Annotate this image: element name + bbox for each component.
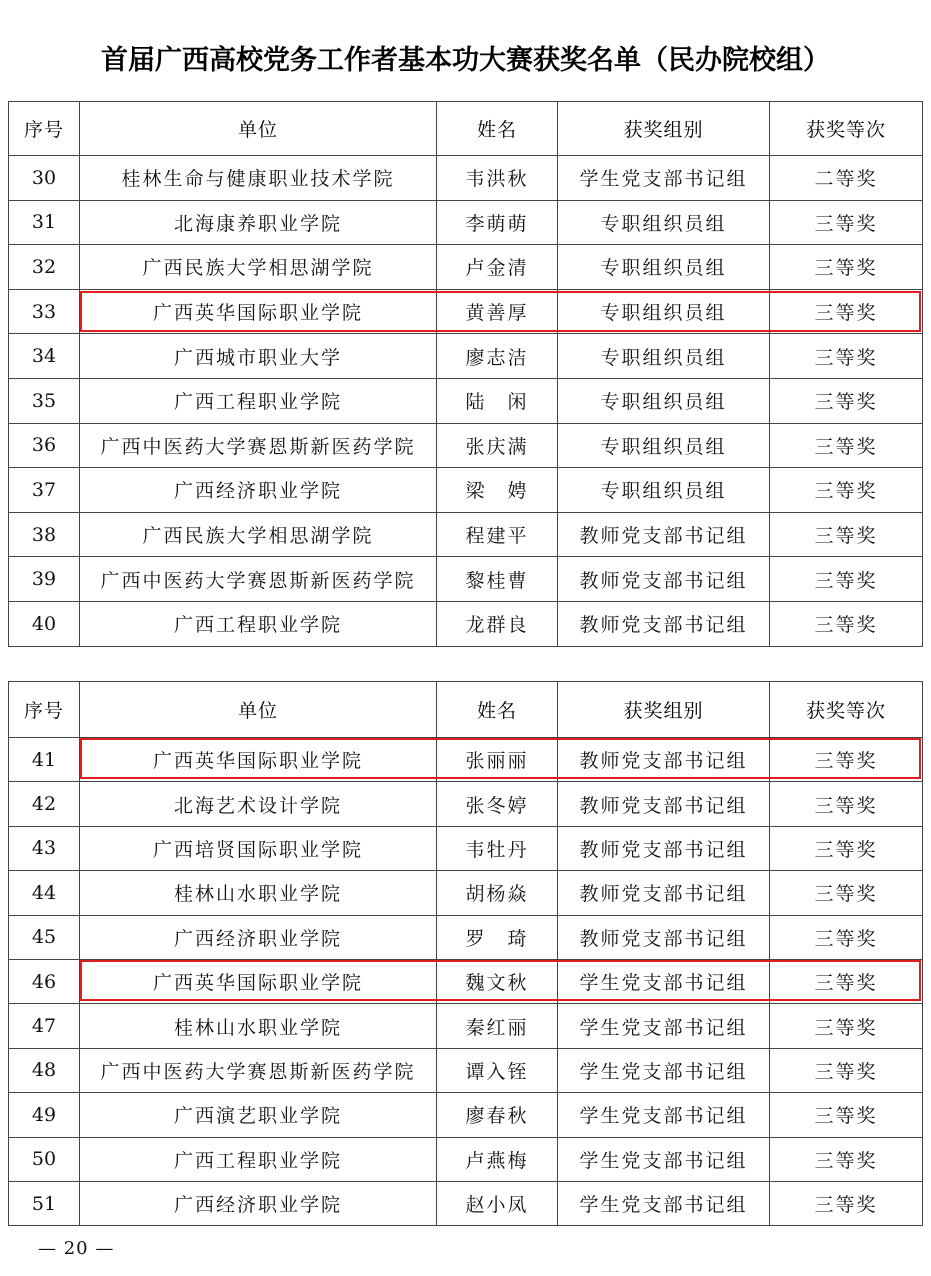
cell-unit: 广西工程职业学院: [80, 1137, 437, 1181]
cell-unit: 桂林山水职业学院: [80, 871, 437, 915]
cell-unit: 广西培贤国际职业学院: [80, 826, 437, 870]
cell-award-level: 三等奖: [770, 738, 923, 782]
cell-name: 谭入铚: [437, 1048, 558, 1092]
cell-award-group: 教师党支部书记组: [558, 557, 770, 602]
cell-award-level: 三等奖: [770, 782, 923, 826]
cell-name: 陆 闲: [437, 378, 558, 423]
table-row: [9, 738, 923, 782]
table-row: [9, 557, 923, 602]
cell-name: 张冬婷: [437, 782, 558, 826]
cell-name: 卢金清: [437, 245, 558, 290]
cell-unit: 桂林生命与健康职业技术学院: [80, 156, 437, 201]
cell-serial: 48: [9, 1048, 80, 1092]
cell-unit: 北海艺术设计学院: [80, 782, 437, 826]
cell-award-group: 专职组织员组: [558, 334, 770, 379]
cell-name: 程建平: [437, 512, 558, 557]
cell-serial: 34: [9, 334, 80, 379]
cell-award-level: 三等奖: [770, 557, 923, 602]
cell-award-level: 三等奖: [770, 1181, 923, 1225]
cell-award-level: 三等奖: [770, 959, 923, 1003]
cell-name: 魏文秋: [437, 959, 558, 1003]
cell-name: 张丽丽: [437, 738, 558, 782]
cell-unit: 广西工程职业学院: [80, 601, 437, 646]
table-row: [9, 378, 923, 423]
cell-unit: 广西经济职业学院: [80, 468, 437, 513]
cell-serial: 39: [9, 557, 80, 602]
cell-serial: 30: [9, 156, 80, 201]
table-row: [9, 468, 923, 513]
cell-serial: 49: [9, 1093, 80, 1137]
cell-name: 胡杨焱: [437, 871, 558, 915]
cell-unit: 广西英华国际职业学院: [80, 959, 437, 1003]
cell-award-group: 学生党支部书记组: [558, 1048, 770, 1092]
table-header-row: [9, 682, 923, 738]
cell-serial: 42: [9, 782, 80, 826]
cell-award-group: 教师党支部书记组: [558, 826, 770, 870]
cell-award-level: 三等奖: [770, 423, 923, 468]
cell-award-group: 学生党支部书记组: [558, 1181, 770, 1225]
cell-serial: 41: [9, 738, 80, 782]
cell-name: 卢燕梅: [437, 1137, 558, 1181]
table-row: [9, 512, 923, 557]
table-row: [9, 423, 923, 468]
cell-award-level: 三等奖: [770, 200, 923, 245]
table-row: [9, 1181, 923, 1225]
cell-award-group: 学生党支部书记组: [558, 1004, 770, 1048]
cell-name: 龙群良: [437, 601, 558, 646]
cell-name: 罗 琦: [437, 915, 558, 959]
cell-serial: 47: [9, 1004, 80, 1048]
cell-serial: 50: [9, 1137, 80, 1181]
header-serial: 序号: [9, 682, 80, 738]
cell-award-group: 教师党支部书记组: [558, 601, 770, 646]
header-award-group: 获奖组别: [558, 102, 770, 156]
cell-award-group: 学生党支部书记组: [558, 156, 770, 201]
cell-award-group: 学生党支部书记组: [558, 1137, 770, 1181]
table-row: [9, 1093, 923, 1137]
table-row: [9, 200, 923, 245]
cell-award-level: 二等奖: [770, 156, 923, 201]
cell-serial: 43: [9, 826, 80, 870]
header-unit: 单位: [80, 102, 437, 156]
cell-unit: 桂林山水职业学院: [80, 1004, 437, 1048]
header-award-group: 获奖组别: [558, 682, 770, 738]
cell-award-level: 三等奖: [770, 871, 923, 915]
cell-serial: 40: [9, 601, 80, 646]
cell-name: 黎桂曹: [437, 557, 558, 602]
header-award-level: 获奖等次: [770, 682, 923, 738]
cell-award-group: 专职组织员组: [558, 289, 770, 334]
cell-award-group: 教师党支部书记组: [558, 738, 770, 782]
cell-award-level: 三等奖: [770, 245, 923, 290]
cell-serial: 32: [9, 245, 80, 290]
cell-name: 秦红丽: [437, 1004, 558, 1048]
table-row: [9, 601, 923, 646]
cell-serial: 33: [9, 289, 80, 334]
award-table-1: [8, 101, 923, 647]
header-unit: 单位: [80, 682, 437, 738]
cell-award-group: 专职组织员组: [558, 378, 770, 423]
cell-name: 张庆满: [437, 423, 558, 468]
cell-unit: 广西民族大学相思湖学院: [80, 512, 437, 557]
cell-award-level: 三等奖: [770, 601, 923, 646]
table-row: [9, 826, 923, 870]
cell-serial: 37: [9, 468, 80, 513]
cell-award-group: 专职组织员组: [558, 245, 770, 290]
table-row: [9, 245, 923, 290]
cell-unit: 广西英华国际职业学院: [80, 738, 437, 782]
cell-unit: 广西演艺职业学院: [80, 1093, 437, 1137]
cell-name: 廖春秋: [437, 1093, 558, 1137]
award-table-2: [8, 681, 923, 1226]
cell-serial: 36: [9, 423, 80, 468]
cell-award-group: 专职组织员组: [558, 468, 770, 513]
cell-unit: 广西工程职业学院: [80, 378, 437, 423]
header-name: 姓名: [437, 102, 558, 156]
cell-unit: 广西英华国际职业学院: [80, 289, 437, 334]
cell-award-group: 教师党支部书记组: [558, 782, 770, 826]
cell-name: 李萌萌: [437, 200, 558, 245]
cell-unit: 广西经济职业学院: [80, 915, 437, 959]
cell-award-level: 三等奖: [770, 378, 923, 423]
cell-award-level: 三等奖: [770, 1137, 923, 1181]
table-row: [9, 289, 923, 334]
cell-award-level: 三等奖: [770, 826, 923, 870]
cell-award-level: 三等奖: [770, 1048, 923, 1092]
table-row: [9, 156, 923, 201]
table-row: [9, 782, 923, 826]
cell-unit: 广西中医药大学赛恩斯新医药学院: [80, 557, 437, 602]
cell-serial: 51: [9, 1181, 80, 1225]
cell-award-level: 三等奖: [770, 334, 923, 379]
table-row: [9, 1004, 923, 1048]
cell-award-level: 三等奖: [770, 1004, 923, 1048]
cell-name: 廖志洁: [437, 334, 558, 379]
page-number: — 20 —: [38, 1238, 115, 1259]
cell-award-group: 教师党支部书记组: [558, 512, 770, 557]
cell-award-group: 学生党支部书记组: [558, 959, 770, 1003]
cell-name: 韦洪秋: [437, 156, 558, 201]
cell-serial: 44: [9, 871, 80, 915]
table-row: [9, 334, 923, 379]
page-title: 首届广西高校党务工作者基本功大赛获奖名单（民办院校组）: [101, 45, 830, 76]
cell-award-group: 专职组织员组: [558, 200, 770, 245]
cell-name: 梁 娉: [437, 468, 558, 513]
table-row: [9, 1048, 923, 1092]
table-row: [9, 1137, 923, 1181]
table-row: [9, 871, 923, 915]
cell-serial: 45: [9, 915, 80, 959]
cell-unit: 北海康养职业学院: [80, 200, 437, 245]
header-serial: 序号: [9, 102, 80, 156]
cell-award-group: 教师党支部书记组: [558, 915, 770, 959]
cell-name: 赵小凤: [437, 1181, 558, 1225]
cell-award-level: 三等奖: [770, 915, 923, 959]
header-award-level: 获奖等次: [770, 102, 923, 156]
cell-unit: 广西中医药大学赛恩斯新医药学院: [80, 1048, 437, 1092]
table-row: [9, 959, 923, 1003]
cell-award-group: 学生党支部书记组: [558, 1093, 770, 1137]
cell-name: 韦牡丹: [437, 826, 558, 870]
cell-award-level: 三等奖: [770, 289, 923, 334]
cell-award-group: 专职组织员组: [558, 423, 770, 468]
cell-unit: 广西民族大学相思湖学院: [80, 245, 437, 290]
cell-serial: 38: [9, 512, 80, 557]
cell-serial: 31: [9, 200, 80, 245]
table-row: [9, 915, 923, 959]
cell-award-group: 教师党支部书记组: [558, 871, 770, 915]
cell-award-level: 三等奖: [770, 1093, 923, 1137]
header-name: 姓名: [437, 682, 558, 738]
cell-serial: 35: [9, 378, 80, 423]
cell-serial: 46: [9, 959, 80, 1003]
cell-name: 黄善厚: [437, 289, 558, 334]
cell-unit: 广西经济职业学院: [80, 1181, 437, 1225]
cell-award-level: 三等奖: [770, 468, 923, 513]
table-header-row: [9, 102, 923, 156]
cell-unit: 广西中医药大学赛恩斯新医药学院: [80, 423, 437, 468]
cell-unit: 广西城市职业大学: [80, 334, 437, 379]
cell-award-level: 三等奖: [770, 512, 923, 557]
